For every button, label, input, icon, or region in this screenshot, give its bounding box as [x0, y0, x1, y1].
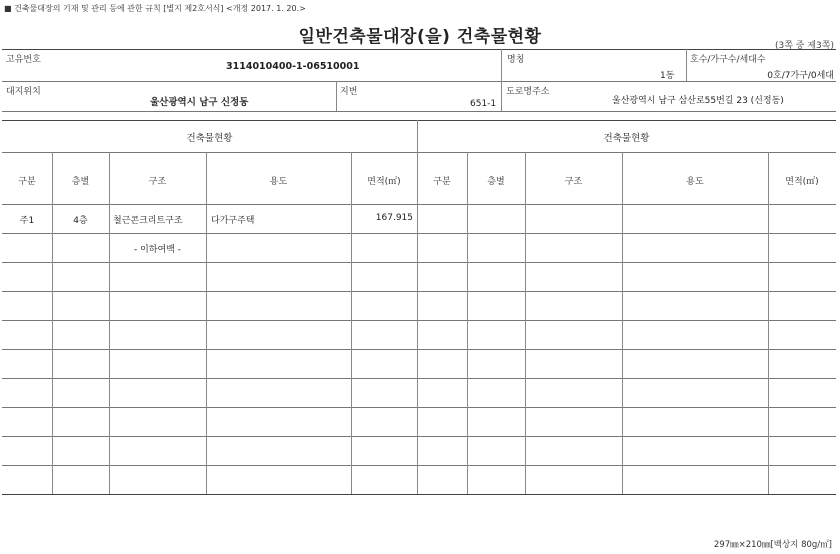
col-divider	[525, 152, 526, 494]
col-divider	[52, 152, 53, 494]
info-vdivider-3	[336, 81, 337, 111]
table-top-border	[2, 120, 836, 121]
table-row-line	[2, 262, 836, 263]
units-value: 0호/7가구/0세대	[767, 71, 834, 81]
cell-floor: 4층	[73, 216, 88, 226]
col-header-use: 용도	[269, 177, 288, 187]
col-divider	[467, 152, 468, 494]
table-row-line	[2, 378, 836, 379]
site-value: 울산광역시 남구 신정동	[150, 97, 249, 108]
table-row-line	[2, 465, 836, 466]
name-value: 1동	[660, 71, 675, 81]
col-header-type: 구분	[18, 177, 36, 187]
col-header-floor: 층별	[487, 177, 505, 187]
cell-area: 167.915	[375, 213, 413, 223]
col-header-type: 구분	[433, 177, 451, 187]
cell-type: 주1	[19, 216, 35, 226]
unique-no-label: 고유번호	[6, 55, 41, 65]
page-indicator: (3쪽 중 제3쪽)	[775, 41, 834, 51]
info-vdivider-1	[501, 49, 502, 81]
col-header-area: 면적(㎡)	[785, 177, 819, 187]
form-regulation-note: ■ 건축물대장의 기재 및 관리 등에 관한 규칙 [별지 제2호서식] <개정 2017. 1. 20.>	[4, 4, 306, 13]
col-divider	[109, 152, 110, 494]
col-divider	[351, 152, 352, 494]
col-header-area: 면적(㎡)	[367, 177, 401, 187]
info-top-border	[2, 49, 836, 50]
units-label: 호수/가구수/세대수	[690, 55, 766, 65]
road-label: 도로명주소	[506, 87, 550, 97]
lot-value: 651-1	[470, 99, 497, 109]
info-vdivider-2	[686, 49, 687, 81]
paper-spec-footer: 297㎜×210㎜[백상지 80g/㎡]	[713, 540, 832, 550]
col-header-floor: 층별	[71, 177, 90, 187]
road-value: 울산광역시 남구 삼산로55번길 23 (신정동)	[612, 96, 784, 106]
cell-structure: 철근콘크리트구조	[113, 216, 183, 226]
table-header-bottom	[2, 204, 836, 205]
info-row-divider	[2, 81, 836, 82]
table-section-divider	[2, 152, 836, 153]
col-header-use: 용도	[686, 177, 704, 187]
page-title: 일반건축물대장(을) 건축물현황	[298, 27, 542, 47]
blank-below-marker: - 이하여백 -	[134, 245, 181, 255]
col-divider	[206, 152, 207, 494]
col-header-structure: 구조	[564, 177, 583, 187]
cell-use: 다가구주택	[211, 216, 255, 226]
col-header-structure: 구조	[148, 177, 167, 187]
table-row-line	[2, 349, 836, 350]
col-divider	[622, 152, 623, 494]
table-row-line	[2, 436, 836, 437]
col-divider	[768, 152, 769, 494]
table-row-line	[2, 407, 836, 408]
section-title-right: 건축물현황	[603, 133, 650, 144]
unique-no-value: 3114010400-1-06510001	[226, 61, 360, 72]
info-vdivider-4	[501, 81, 502, 111]
table-bottom-border	[2, 494, 836, 495]
info-bottom-border	[2, 111, 836, 112]
table-row-line	[2, 320, 836, 321]
section-title-left: 건축물현황	[186, 133, 233, 144]
table-row-line	[2, 291, 836, 292]
table-row-line	[2, 233, 836, 234]
lot-label: 지번	[340, 87, 358, 97]
name-label: 명칭	[507, 55, 525, 65]
site-label: 대지위치	[6, 87, 41, 97]
